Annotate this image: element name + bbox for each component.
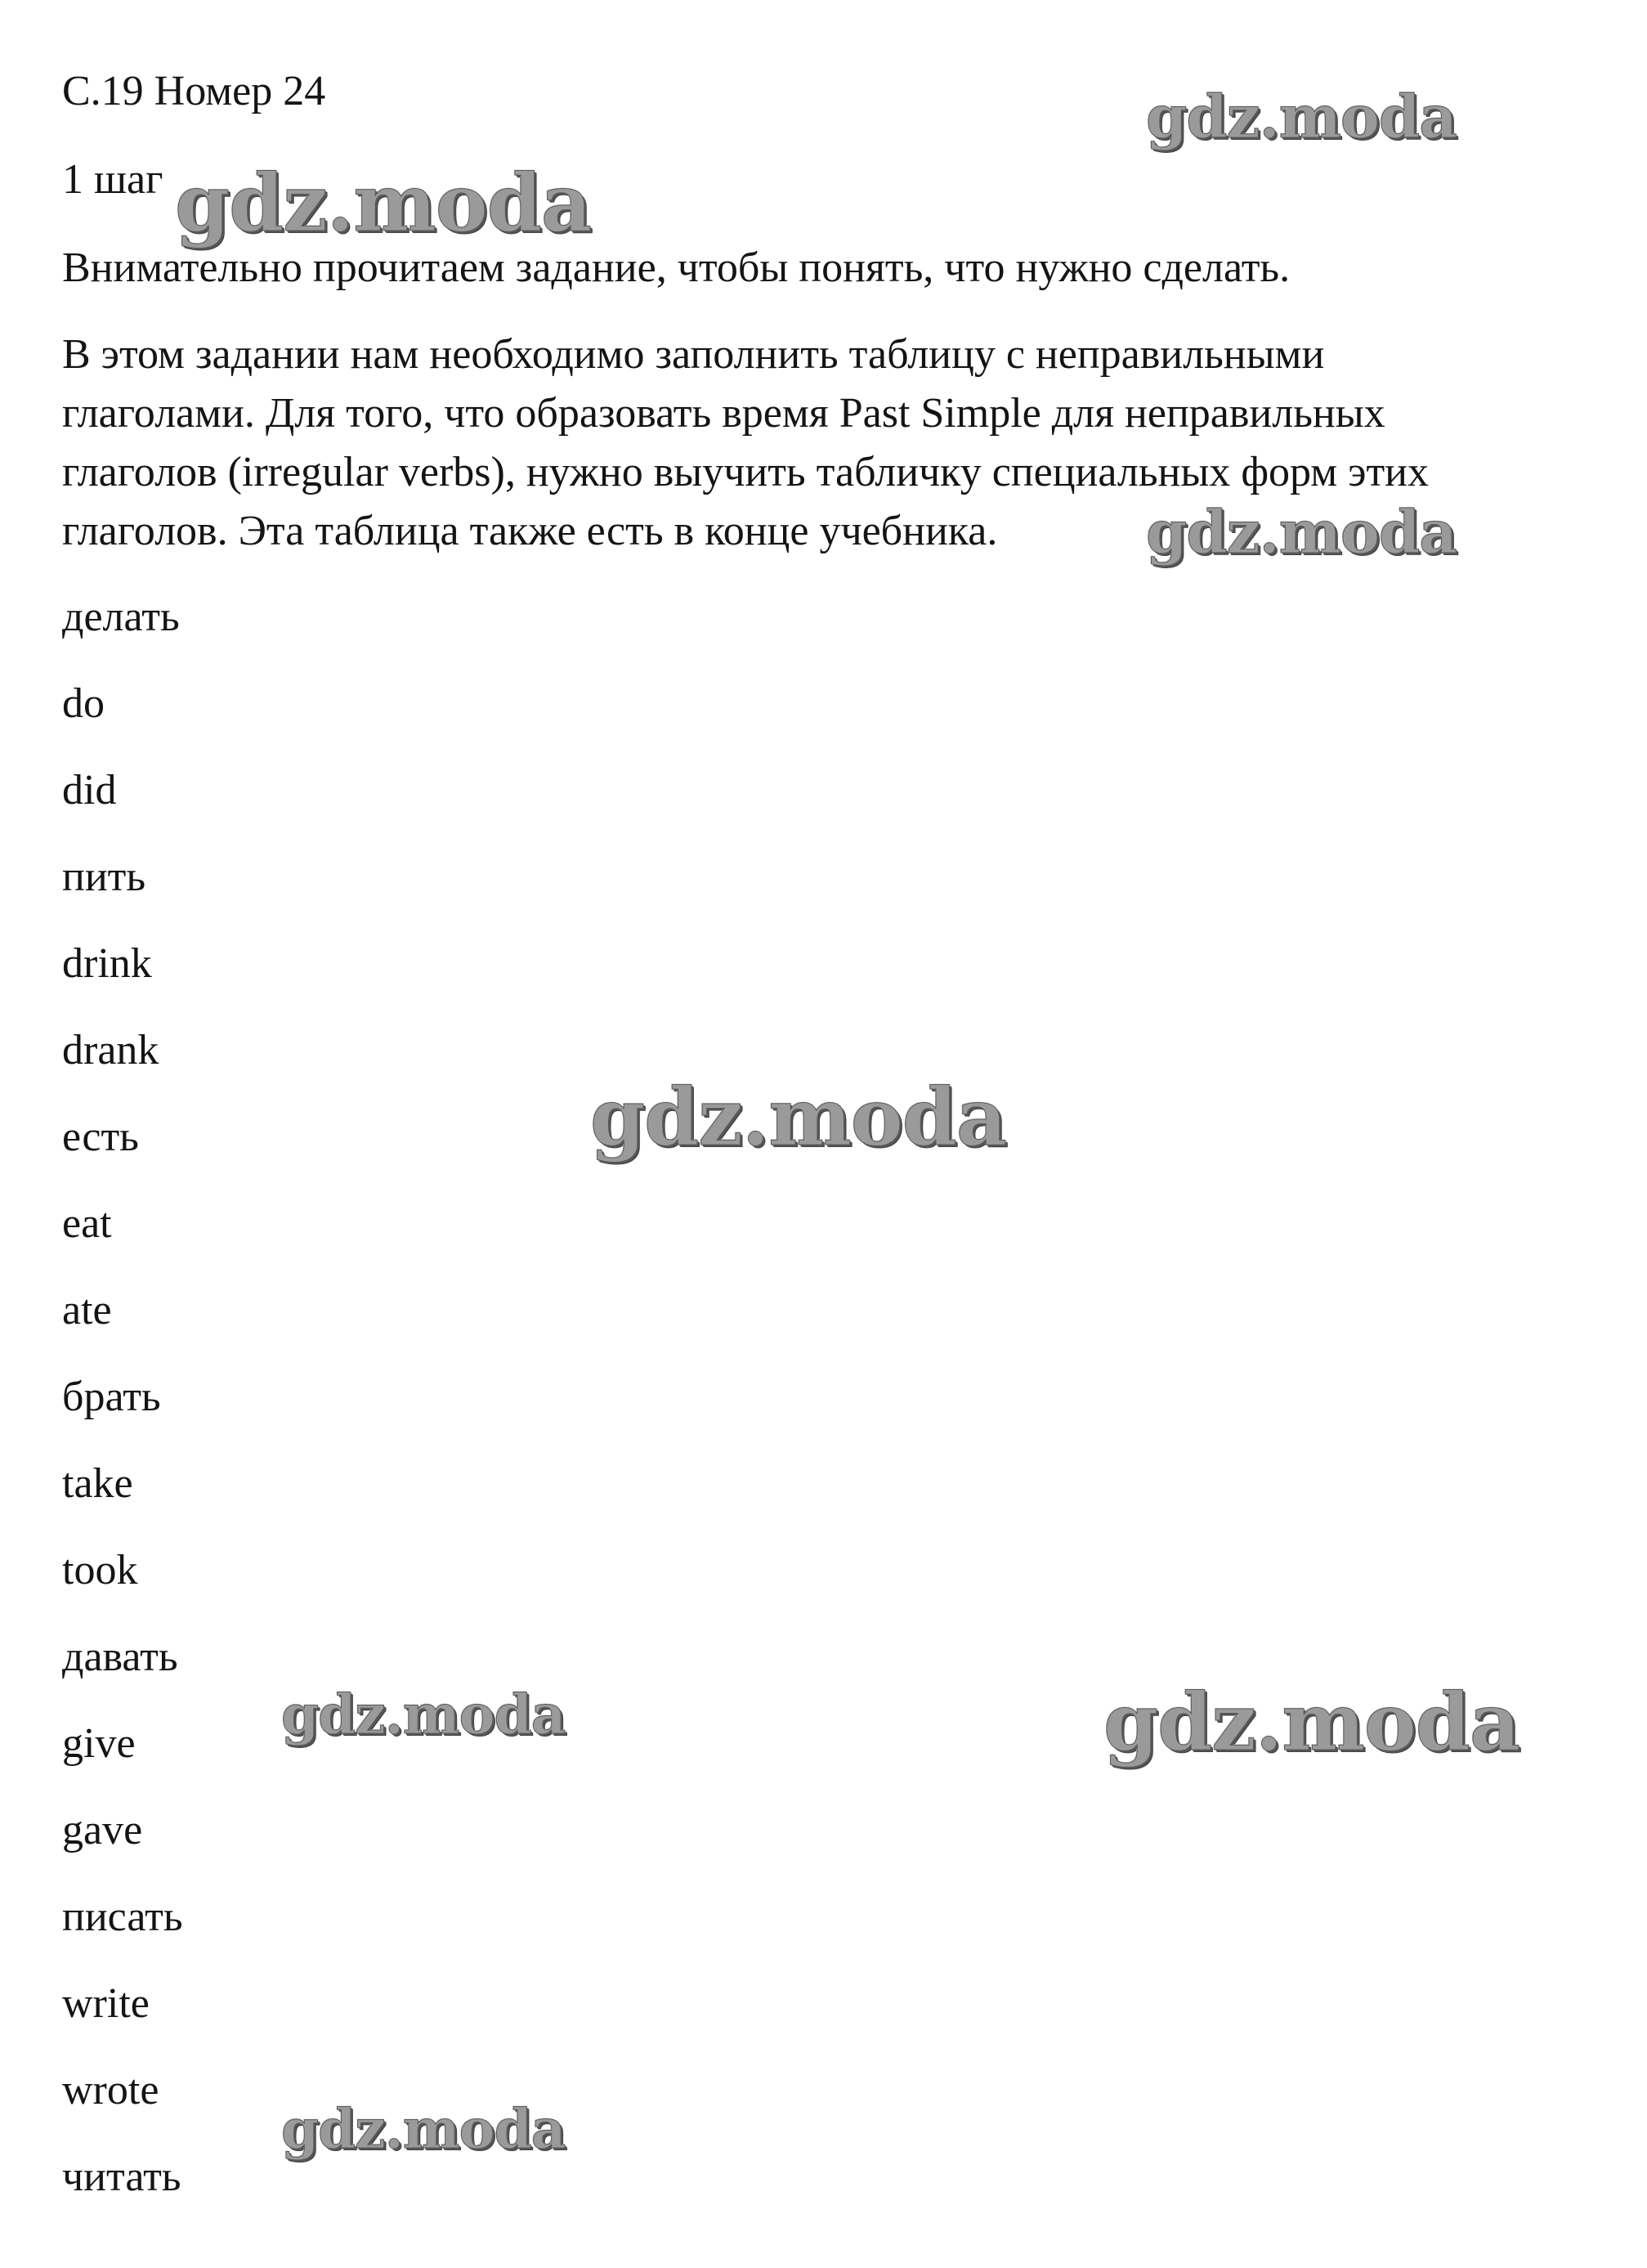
explanation-line: глаголов. Эта таблица также есть в конце учебника. [62, 508, 998, 554]
step-label: 1 шаг [62, 156, 163, 203]
explanation-line: глаголами. Для того, что образовать время Past Simple для неправильных [62, 390, 1385, 437]
word-item: took [62, 1547, 138, 1593]
watermark-logo: gdz.moda [1146, 82, 1457, 151]
word-item: делать [62, 594, 180, 640]
explanation-paragraph [62, 325, 1615, 561]
word-item: drink [62, 940, 152, 987]
watermark-logo: gdz.moda [281, 1683, 566, 1746]
watermark-logo: gdz.moda [175, 157, 592, 249]
word-item: читать [62, 2154, 181, 2200]
explanation-line: В этом задании нам необходимо заполнить таблицу с неправильными [62, 331, 1325, 378]
word-item: gave [62, 1807, 143, 1853]
word-item: write [62, 1980, 150, 2027]
word-item: ate [62, 1287, 112, 1333]
word-item: писать [62, 1894, 183, 1940]
intro-text: Внимательно прочитаем задание, чтобы понять, что нужно сделать. [62, 244, 1291, 291]
word-item: wrote [62, 2067, 159, 2113]
word-item: eat [62, 1200, 112, 1247]
word-item: give [62, 1720, 136, 1767]
explanation-line: глаголов (irregular verbs), нужно выучить табличку специальных форм этих [62, 449, 1429, 495]
word-item: did [62, 767, 117, 814]
watermark-logo: gdz.moda [1103, 1676, 1520, 1768]
word-item: do [62, 680, 105, 727]
page-title: С.19 Номер 24 [62, 68, 326, 114]
watermark-logo: gdz.moda [281, 2097, 566, 2161]
watermark-logo: gdz.moda [590, 1071, 1007, 1163]
word-item: take [62, 1460, 133, 1507]
watermark-logo: gdz.moda [1146, 497, 1457, 567]
word-item: drank [62, 1027, 159, 1073]
word-item: брать [62, 1374, 161, 1420]
word-item: пить [62, 854, 146, 900]
word-item: давать [62, 1634, 178, 1680]
word-item: есть [62, 1114, 139, 1160]
